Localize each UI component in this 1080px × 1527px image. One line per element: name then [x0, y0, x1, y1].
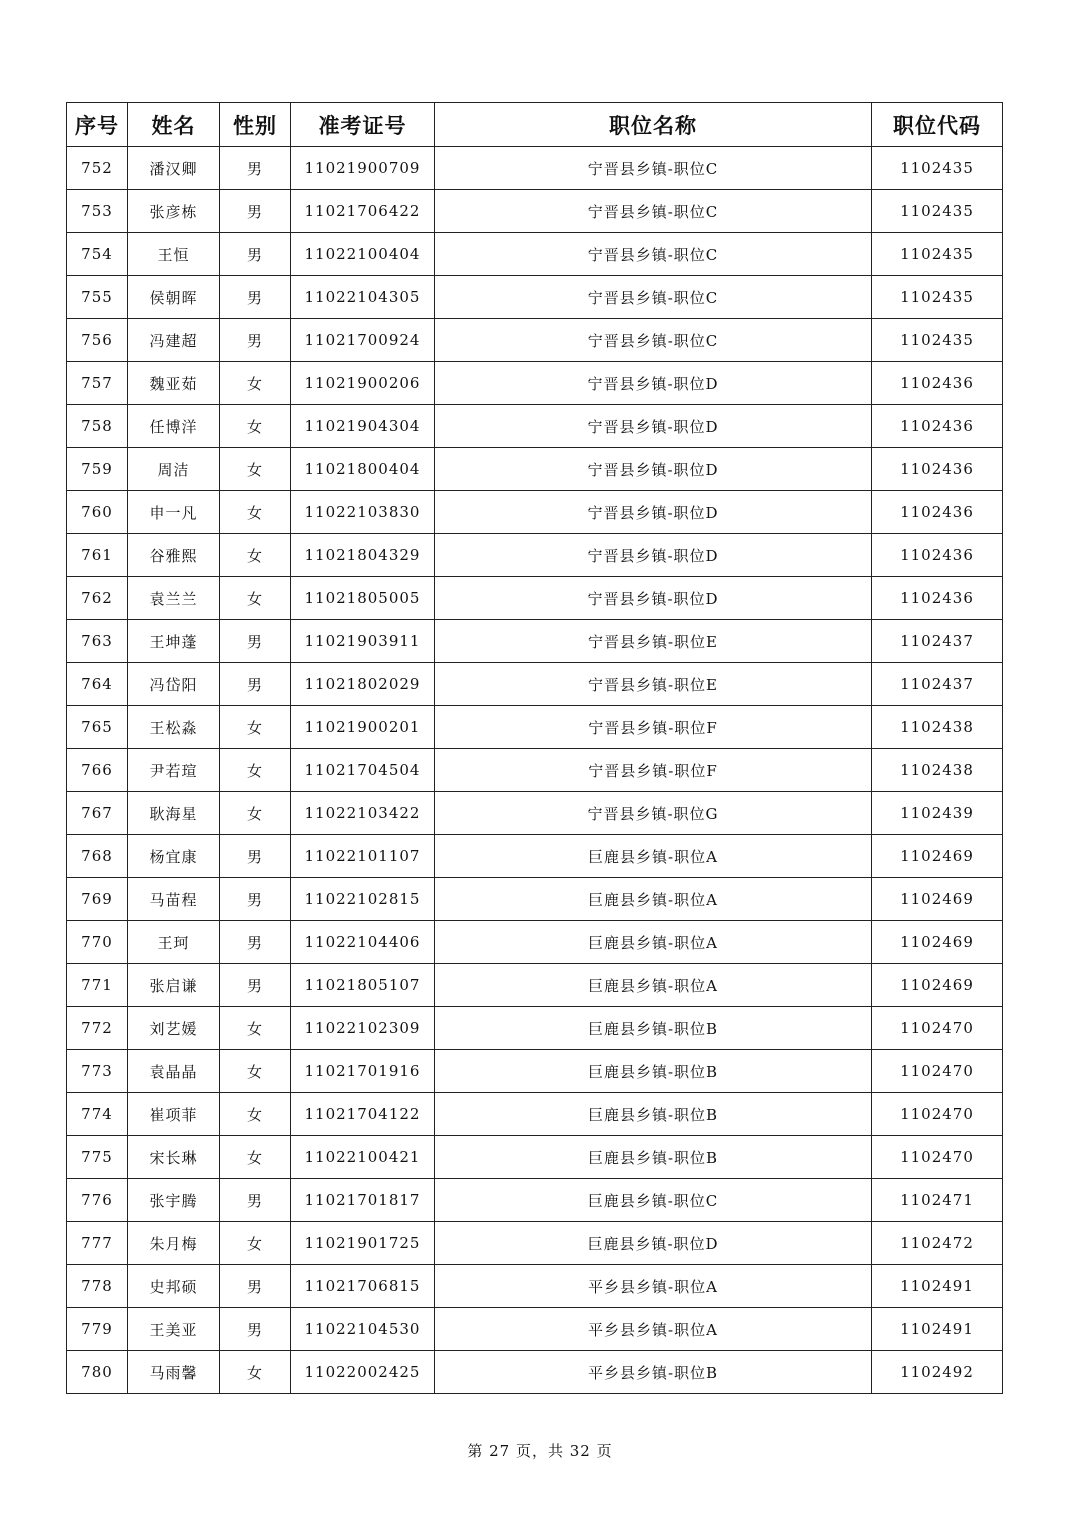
table-row: [67, 1265, 1003, 1308]
cell-position-name: 巨鹿县乡镇-职位B: [435, 1136, 872, 1179]
cell-exam-id: 11022104530: [291, 1308, 435, 1351]
cell-position-name: 巨鹿县乡镇-职位A: [435, 835, 872, 878]
cell-exam-id: 11021802029: [291, 663, 435, 706]
cell-name: 侯朝晖: [128, 276, 220, 319]
cell-name: 袁晶晶: [128, 1050, 220, 1093]
cell-exam-id: 11021900709: [291, 147, 435, 190]
cell-name: 袁兰兰: [128, 577, 220, 620]
table-row: [67, 706, 1003, 749]
cell-exam-id: 11021805107: [291, 964, 435, 1007]
cell-position-code: 1102436: [872, 448, 1003, 491]
cell-serial: 770: [67, 921, 128, 964]
cell-position-name: 平乡县乡镇-职位A: [435, 1265, 872, 1308]
header-gender: 性别: [220, 103, 291, 147]
candidate-table: [66, 102, 1003, 1394]
cell-serial: 780: [67, 1351, 128, 1394]
cell-gender: 男: [220, 964, 291, 1007]
cell-position-code: 1102436: [872, 534, 1003, 577]
cell-position-name: 宁晋县乡镇-职位E: [435, 663, 872, 706]
cell-gender: 女: [220, 405, 291, 448]
cell-gender: 女: [220, 1222, 291, 1265]
table-row: [67, 878, 1003, 921]
cell-gender: 女: [220, 491, 291, 534]
cell-position-name: 巨鹿县乡镇-职位B: [435, 1050, 872, 1093]
cell-position-name: 宁晋县乡镇-职位D: [435, 448, 872, 491]
cell-position-code: 1102438: [872, 749, 1003, 792]
cell-name: 张彦栋: [128, 190, 220, 233]
cell-serial: 755: [67, 276, 128, 319]
cell-name: 王坤蓬: [128, 620, 220, 663]
cell-gender: 男: [220, 319, 291, 362]
cell-serial: 760: [67, 491, 128, 534]
cell-position-name: 宁晋县乡镇-职位C: [435, 190, 872, 233]
cell-name: 王美亚: [128, 1308, 220, 1351]
cell-name: 潘汉卿: [128, 147, 220, 190]
cell-gender: 男: [220, 835, 291, 878]
cell-serial: 758: [67, 405, 128, 448]
cell-exam-id: 11022002425: [291, 1351, 435, 1394]
table-row: [67, 190, 1003, 233]
cell-serial: 771: [67, 964, 128, 1007]
cell-serial: 763: [67, 620, 128, 663]
table-body: [67, 147, 1003, 1394]
cell-gender: 女: [220, 1351, 291, 1394]
cell-position-name: 平乡县乡镇-职位A: [435, 1308, 872, 1351]
cell-position-name: 巨鹿县乡镇-职位B: [435, 1007, 872, 1050]
cell-position-code: 1102436: [872, 362, 1003, 405]
cell-gender: 女: [220, 1136, 291, 1179]
cell-gender: 女: [220, 792, 291, 835]
table-row: [67, 835, 1003, 878]
cell-position-code: 1102435: [872, 276, 1003, 319]
cell-name: 尹若瑄: [128, 749, 220, 792]
cell-exam-id: 11022102815: [291, 878, 435, 921]
table-row: [67, 534, 1003, 577]
table-row: [67, 491, 1003, 534]
cell-name: 刘艺媛: [128, 1007, 220, 1050]
cell-gender: 女: [220, 1093, 291, 1136]
cell-position-code: 1102438: [872, 706, 1003, 749]
cell-name: 王珂: [128, 921, 220, 964]
cell-position-name: 巨鹿县乡镇-职位C: [435, 1179, 872, 1222]
header-name: 姓名: [128, 103, 220, 147]
table-row: [67, 1050, 1003, 1093]
cell-gender: 女: [220, 706, 291, 749]
cell-gender: 男: [220, 921, 291, 964]
cell-serial: 778: [67, 1265, 128, 1308]
table-row: [67, 1308, 1003, 1351]
cell-position-code: 1102469: [872, 878, 1003, 921]
table-row: [67, 663, 1003, 706]
cell-serial: 779: [67, 1308, 128, 1351]
cell-position-code: 1102491: [872, 1308, 1003, 1351]
cell-serial: 769: [67, 878, 128, 921]
cell-position-code: 1102470: [872, 1136, 1003, 1179]
cell-exam-id: 11022103830: [291, 491, 435, 534]
cell-position-code: 1102471: [872, 1179, 1003, 1222]
cell-serial: 762: [67, 577, 128, 620]
cell-position-name: 宁晋县乡镇-职位D: [435, 577, 872, 620]
cell-exam-id: 11022104305: [291, 276, 435, 319]
cell-position-name: 巨鹿县乡镇-职位B: [435, 1093, 872, 1136]
cell-serial: 765: [67, 706, 128, 749]
table-row: [67, 1222, 1003, 1265]
cell-position-code: 1102470: [872, 1007, 1003, 1050]
cell-position-code: 1102435: [872, 190, 1003, 233]
header-serial: 序号: [67, 103, 128, 147]
cell-gender: 女: [220, 448, 291, 491]
header-position-code: 职位代码: [872, 103, 1003, 147]
cell-gender: 男: [220, 620, 291, 663]
cell-position-code: 1102435: [872, 147, 1003, 190]
cell-exam-id: 11022100404: [291, 233, 435, 276]
cell-serial: 753: [67, 190, 128, 233]
cell-gender: 男: [220, 1179, 291, 1222]
cell-exam-id: 11022103422: [291, 792, 435, 835]
cell-position-code: 1102469: [872, 964, 1003, 1007]
cell-name: 朱月梅: [128, 1222, 220, 1265]
cell-exam-id: 11021900201: [291, 706, 435, 749]
table-row: [67, 319, 1003, 362]
cell-exam-id: 11021701916: [291, 1050, 435, 1093]
cell-serial: 752: [67, 147, 128, 190]
cell-position-name: 宁晋县乡镇-职位D: [435, 534, 872, 577]
cell-position-code: 1102491: [872, 1265, 1003, 1308]
cell-position-name: 宁晋县乡镇-职位C: [435, 147, 872, 190]
cell-position-code: 1102435: [872, 233, 1003, 276]
cell-exam-id: 11021704122: [291, 1093, 435, 1136]
cell-position-name: 宁晋县乡镇-职位F: [435, 706, 872, 749]
table-row: [67, 405, 1003, 448]
table-row: [67, 1093, 1003, 1136]
cell-name: 任博洋: [128, 405, 220, 448]
table-row: [67, 921, 1003, 964]
cell-serial: 768: [67, 835, 128, 878]
cell-serial: 774: [67, 1093, 128, 1136]
cell-exam-id: 11022101107: [291, 835, 435, 878]
cell-serial: 775: [67, 1136, 128, 1179]
table-row: [67, 448, 1003, 491]
cell-name: 宋长琳: [128, 1136, 220, 1179]
cell-exam-id: 11021901725: [291, 1222, 435, 1265]
table-row: [67, 276, 1003, 319]
cell-exam-id: 11021704504: [291, 749, 435, 792]
cell-position-code: 1102435: [872, 319, 1003, 362]
table-row: [67, 362, 1003, 405]
cell-position-name: 巨鹿县乡镇-职位A: [435, 878, 872, 921]
cell-position-code: 1102436: [872, 491, 1003, 534]
cell-exam-id: 11021701817: [291, 1179, 435, 1222]
cell-exam-id: 11021706815: [291, 1265, 435, 1308]
cell-position-name: 平乡县乡镇-职位B: [435, 1351, 872, 1394]
cell-exam-id: 11022102309: [291, 1007, 435, 1050]
cell-name: 冯岱阳: [128, 663, 220, 706]
cell-name: 王恒: [128, 233, 220, 276]
table-row: [67, 964, 1003, 1007]
cell-position-name: 巨鹿县乡镇-职位A: [435, 921, 872, 964]
table-row: [67, 749, 1003, 792]
cell-serial: 777: [67, 1222, 128, 1265]
cell-position-name: 巨鹿县乡镇-职位D: [435, 1222, 872, 1265]
cell-exam-id: 11022104406: [291, 921, 435, 964]
cell-serial: 776: [67, 1179, 128, 1222]
cell-position-code: 1102492: [872, 1351, 1003, 1394]
header-position-name: 职位名称: [435, 103, 872, 147]
cell-name: 杨宜康: [128, 835, 220, 878]
cell-gender: 女: [220, 1050, 291, 1093]
table-row: [67, 620, 1003, 663]
cell-name: 谷雅熙: [128, 534, 220, 577]
cell-gender: 男: [220, 190, 291, 233]
cell-position-name: 巨鹿县乡镇-职位A: [435, 964, 872, 1007]
cell-gender: 女: [220, 577, 291, 620]
cell-name: 周洁: [128, 448, 220, 491]
cell-exam-id: 11022100421: [291, 1136, 435, 1179]
cell-name: 崔项菲: [128, 1093, 220, 1136]
cell-exam-id: 11021904304: [291, 405, 435, 448]
cell-position-code: 1102436: [872, 405, 1003, 448]
header-exam-id: 准考证号: [291, 103, 435, 147]
cell-position-code: 1102470: [872, 1050, 1003, 1093]
cell-serial: 757: [67, 362, 128, 405]
cell-name: 魏亚茹: [128, 362, 220, 405]
cell-name: 耿海星: [128, 792, 220, 835]
table-row: [67, 792, 1003, 835]
cell-position-code: 1102437: [872, 663, 1003, 706]
cell-position-code: 1102469: [872, 921, 1003, 964]
table-row: [67, 1136, 1003, 1179]
cell-serial: 759: [67, 448, 128, 491]
cell-position-code: 1102436: [872, 577, 1003, 620]
cell-position-name: 宁晋县乡镇-职位C: [435, 319, 872, 362]
cell-gender: 男: [220, 1308, 291, 1351]
cell-name: 史邦硕: [128, 1265, 220, 1308]
cell-serial: 773: [67, 1050, 128, 1093]
cell-position-name: 宁晋县乡镇-职位C: [435, 233, 872, 276]
cell-position-name: 宁晋县乡镇-职位G: [435, 792, 872, 835]
cell-gender: 女: [220, 1007, 291, 1050]
cell-name: 王松淼: [128, 706, 220, 749]
cell-position-name: 宁晋县乡镇-职位F: [435, 749, 872, 792]
cell-position-name: 宁晋县乡镇-职位E: [435, 620, 872, 663]
cell-serial: 767: [67, 792, 128, 835]
cell-position-name: 宁晋县乡镇-职位D: [435, 491, 872, 534]
table-row: [67, 147, 1003, 190]
table-row: [67, 577, 1003, 620]
cell-serial: 764: [67, 663, 128, 706]
table-row: [67, 1351, 1003, 1394]
cell-position-code: 1102472: [872, 1222, 1003, 1265]
table-row: [67, 1007, 1003, 1050]
cell-position-code: 1102439: [872, 792, 1003, 835]
table-row: [67, 233, 1003, 276]
cell-position-name: 宁晋县乡镇-职位D: [435, 362, 872, 405]
cell-name: 冯建超: [128, 319, 220, 362]
cell-gender: 男: [220, 147, 291, 190]
cell-exam-id: 11021900206: [291, 362, 435, 405]
cell-gender: 男: [220, 1265, 291, 1308]
cell-name: 申一凡: [128, 491, 220, 534]
page-footer: 第 27 页，共 32 页: [467, 1442, 613, 1460]
cell-gender: 女: [220, 534, 291, 577]
cell-position-code: 1102437: [872, 620, 1003, 663]
cell-gender: 男: [220, 663, 291, 706]
cell-exam-id: 11021700924: [291, 319, 435, 362]
cell-serial: 754: [67, 233, 128, 276]
cell-position-code: 1102470: [872, 1093, 1003, 1136]
table-header: [67, 103, 1003, 147]
cell-gender: 男: [220, 233, 291, 276]
cell-exam-id: 11021804329: [291, 534, 435, 577]
header-row: [67, 103, 1003, 147]
cell-name: 马雨馨: [128, 1351, 220, 1394]
cell-exam-id: 11021903911: [291, 620, 435, 663]
cell-position-code: 1102469: [872, 835, 1003, 878]
cell-exam-id: 11021800404: [291, 448, 435, 491]
cell-exam-id: 11021706422: [291, 190, 435, 233]
cell-position-name: 宁晋县乡镇-职位D: [435, 405, 872, 448]
cell-gender: 女: [220, 749, 291, 792]
cell-name: 张宇腾: [128, 1179, 220, 1222]
cell-serial: 766: [67, 749, 128, 792]
cell-gender: 男: [220, 276, 291, 319]
cell-gender: 女: [220, 362, 291, 405]
cell-serial: 761: [67, 534, 128, 577]
cell-name: 马苗程: [128, 878, 220, 921]
table-row: [67, 1179, 1003, 1222]
cell-gender: 男: [220, 878, 291, 921]
cell-position-name: 宁晋县乡镇-职位C: [435, 276, 872, 319]
cell-name: 张启谦: [128, 964, 220, 1007]
cell-serial: 772: [67, 1007, 128, 1050]
cell-exam-id: 11021805005: [291, 577, 435, 620]
cell-serial: 756: [67, 319, 128, 362]
